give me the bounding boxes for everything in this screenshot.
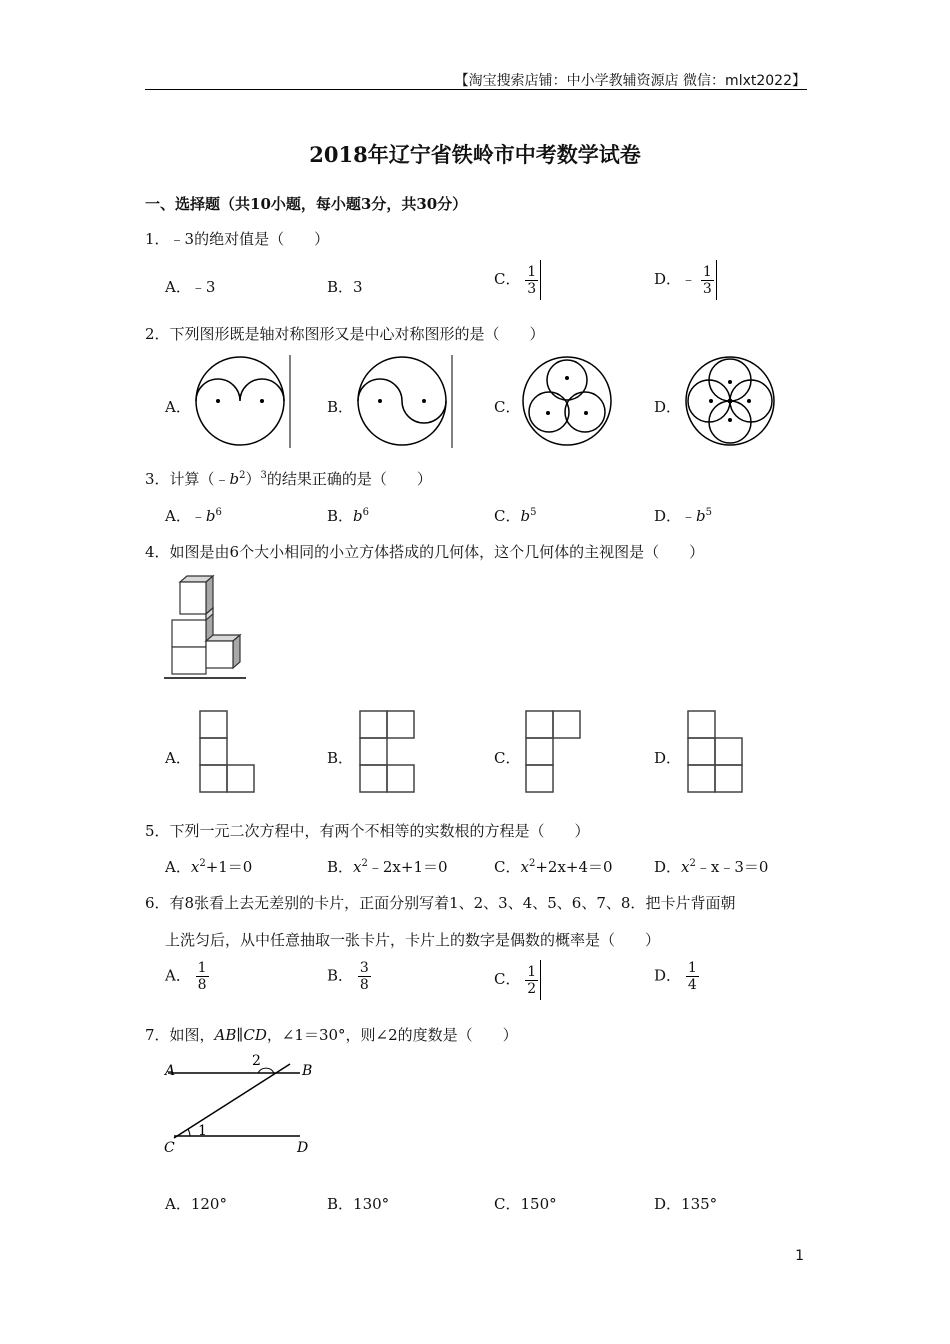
q5-option-b[interactable]: B．$x^2﹣2x+1=0$ (327, 858, 448, 876)
q4-option-c[interactable]: C． (494, 749, 521, 767)
fraction: $\frac{1}{2}$ (527, 963, 537, 997)
q4-view-a (198, 709, 258, 795)
q3-option-b[interactable]: B．$b^6$ (327, 507, 370, 525)
q2-option-a[interactable]: A． (165, 398, 191, 416)
question-2-stem: 2．下列图形既是轴对称图形又是中心对称图形的是（ ） (145, 325, 545, 343)
q6-option-a[interactable]: A． $\frac{1}{8}$ (165, 960, 207, 993)
question-6-stem-line1: 6．有8张看上去无差别的卡片，正面分别写着1、2、3、4、5、6、7、8．把卡片背面朝 (145, 894, 736, 912)
crop-line (540, 260, 541, 300)
q4-option-b[interactable]: B． (327, 749, 354, 767)
q1-option-b[interactable]: B．3 (327, 278, 363, 296)
q4-view-d (686, 709, 746, 795)
page-number: 1 (795, 1248, 804, 1264)
q4-view-c (524, 709, 584, 795)
q7-option-a[interactable]: A．120° (165, 1195, 227, 1213)
question-3-stem: 3．计算$(﹣b^2)^3$的结果正确的是（ ） (145, 470, 432, 488)
q1-option-d[interactable]: D．﹣ $\frac{1}{3}$ (654, 260, 717, 300)
q6-option-b[interactable]: B． $\frac{3}{8}$ (327, 960, 369, 993)
q2-option-c[interactable]: C． (494, 398, 521, 416)
q7-option-c[interactable]: C．150° (494, 1195, 557, 1213)
q7-option-d[interactable]: D．135° (654, 1195, 718, 1213)
q7-parallel-lines-figure (160, 1048, 325, 1160)
exam-title: 2018年辽宁省铁岭市中考数学试卷 (309, 142, 641, 167)
q4-view-b (358, 709, 418, 795)
q5-option-a[interactable]: A．$x^2+1=0$ (165, 858, 253, 876)
q2-option-b[interactable]: B． (327, 398, 354, 416)
fraction: $\frac{1}{3}$ (527, 263, 537, 297)
point-c-label: C (164, 1140, 175, 1156)
section-heading: 一、选择题（共10小题，每小题3分，共30分） (145, 195, 468, 213)
question-7-stem: 7．如图，AB∥CD，∠1＝30°，则∠2的度数是（ ） (145, 1026, 518, 1044)
q3-option-c[interactable]: C．$b^5$ (494, 507, 537, 525)
q4-option-d[interactable]: D． (654, 749, 682, 767)
crop-line (540, 960, 541, 1000)
fraction: $\frac{1}{8}$ (197, 960, 207, 993)
q2-figure-d (682, 352, 782, 452)
fraction: $\frac{1}{4}$ (687, 960, 697, 993)
q1-option-a[interactable]: A．﹣3 (165, 278, 216, 296)
question-4-stem: 4．如图是由6个大小相同的小立方体搭成的几何体，这个几何体的主视图是（ ） (145, 543, 705, 561)
crop-line (716, 260, 717, 300)
page-header: 【淘宝搜索店铺：中小学教辅资源店 微信：mlxt2022】 (454, 73, 806, 89)
q6-option-c[interactable]: C． $\frac{1}{2}$ (494, 960, 541, 1000)
question-1-stem: 1．﹣3的绝对值是（ ） (145, 230, 330, 248)
q2-figure-b (352, 352, 462, 452)
q2-figure-a (190, 352, 300, 452)
q4-option-a[interactable]: A． (165, 749, 191, 767)
question-5-stem: 5．下列一元二次方程中，有两个不相等的实数根的方程是（ ） (145, 822, 590, 840)
angle-2-label: 2 (252, 1053, 261, 1069)
q3-option-d[interactable]: D．$﹣b^5$ (654, 507, 713, 525)
header-rule (145, 89, 807, 90)
fraction: $\frac{3}{8}$ (359, 960, 369, 993)
point-b-label: B (302, 1063, 313, 1079)
q2-option-d[interactable]: D． (654, 398, 682, 416)
q2-figure-c (520, 352, 620, 452)
point-a-label: A (165, 1063, 176, 1079)
q1-option-c[interactable]: C． $\frac{1}{3}$ (494, 260, 541, 300)
q3-option-a[interactable]: A．$﹣b^6$ (165, 507, 222, 525)
angle-1-label: 1 (198, 1123, 207, 1139)
point-d-label: D (297, 1140, 309, 1156)
fraction: $\frac{1}{3}$ (702, 263, 712, 297)
q4-solid-figure (164, 574, 250, 684)
question-6-stem-line2: 上洗匀后，从中任意抽取一张卡片，卡片上的数字是偶数的概率是（ ） (165, 931, 661, 949)
q5-option-c[interactable]: C．$x^2+2x+4=0$ (494, 858, 613, 876)
q6-option-d[interactable]: D． $\frac{1}{4}$ (654, 960, 697, 993)
q7-option-b[interactable]: B．130° (327, 1195, 390, 1213)
q5-option-d[interactable]: D．$x^2﹣x﹣3=0$ (654, 858, 769, 876)
